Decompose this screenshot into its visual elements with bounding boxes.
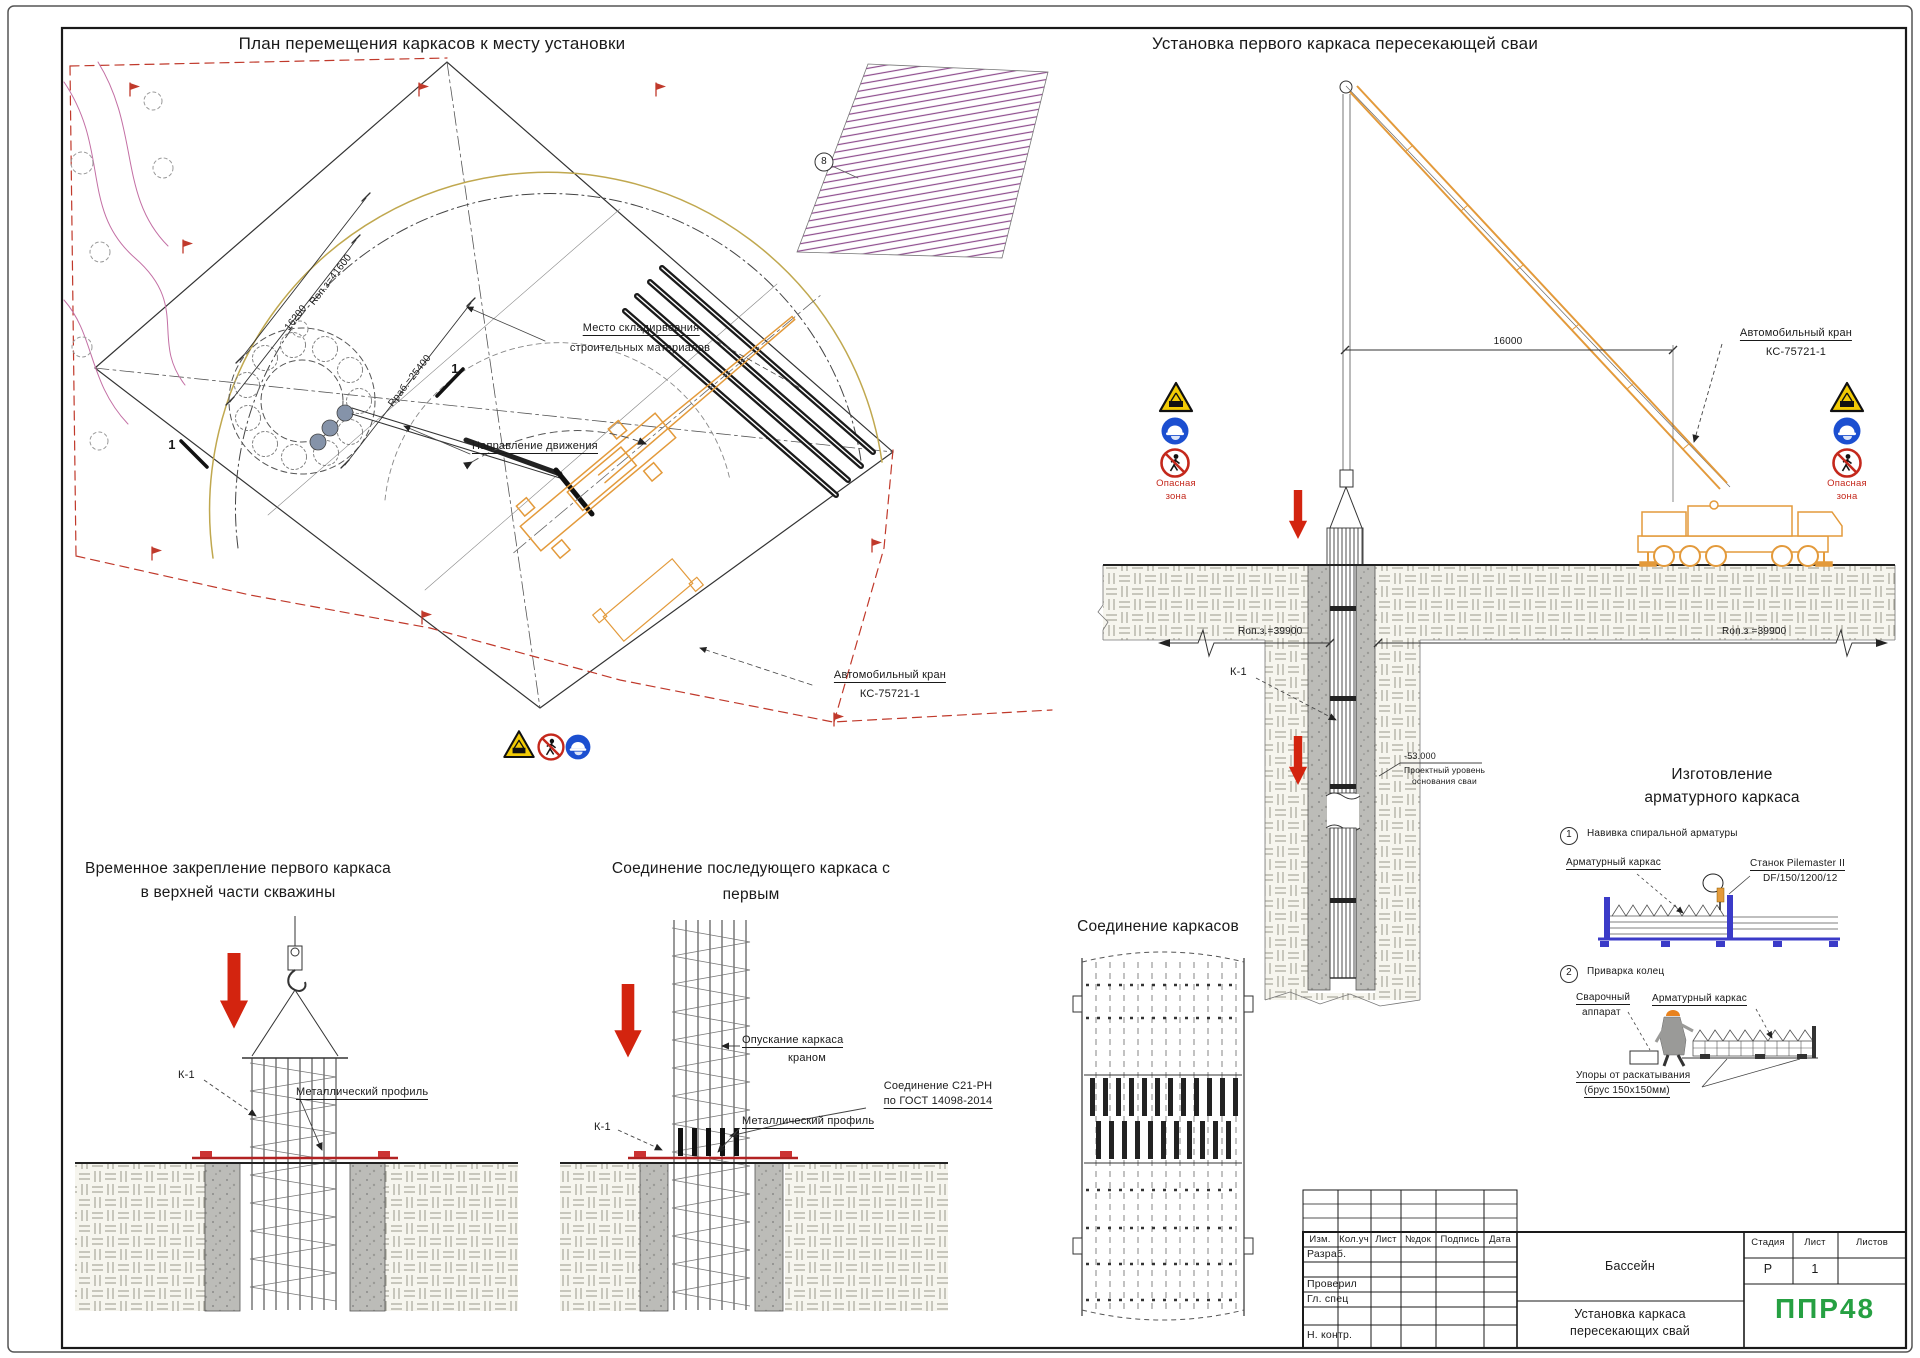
tb-col-header: Лист xyxy=(1375,1234,1397,1245)
winding-machine xyxy=(1598,874,1840,947)
plan-dimensions xyxy=(226,193,475,468)
truck-crane-plan-ghost xyxy=(593,548,704,652)
cages-connection-view xyxy=(1073,952,1253,1320)
terrain-lines xyxy=(64,62,185,424)
profile-label: Металлический профиль xyxy=(742,1115,874,1129)
tb-col-header: Кол.уч xyxy=(1339,1234,1369,1245)
cages-connection-title: Соединение каркасов xyxy=(1077,918,1239,935)
manufacturing-title: арматурного каркаса xyxy=(1644,789,1800,806)
truck-crane-elevation xyxy=(1638,501,1842,566)
plan-view xyxy=(64,58,1052,759)
cage-label: Арматурный каркас xyxy=(1652,993,1747,1006)
step-label: Приварка колец xyxy=(1587,966,1665,977)
weld-joint-label: Соединение С21-РН xyxy=(883,1080,993,1092)
tb-col-header: №док xyxy=(1405,1234,1431,1245)
dimension: 16200 xyxy=(282,303,310,333)
profile-label: Металлический профиль xyxy=(296,1086,428,1100)
pile-casing xyxy=(1356,565,1375,990)
plan-leaders xyxy=(404,307,812,685)
red-down-arrow-icon xyxy=(614,984,641,1058)
suspended-cage xyxy=(1327,528,1363,565)
welder-label: Сварочный xyxy=(1576,992,1630,1005)
tb-row-label: Проверил xyxy=(1307,1278,1357,1290)
danger-zone-label: зона xyxy=(1836,491,1858,502)
joining-leaders xyxy=(618,1046,866,1152)
joining-title: первым xyxy=(722,886,780,903)
dimension: Rоп.з.=39900 xyxy=(1238,626,1303,637)
danger-zone-label: Опасная xyxy=(1827,478,1867,489)
cage-mark: К-1 xyxy=(178,1069,195,1081)
step-number: 1 xyxy=(1566,829,1572,840)
manufacturing-title: Изготовление xyxy=(1671,766,1773,783)
lowering-label: Опускание каркаса xyxy=(742,1034,843,1048)
dimension: Rоп.з=41600 xyxy=(307,252,355,308)
pile-casing xyxy=(1308,565,1330,990)
tb-row-label: Н. контр. xyxy=(1307,1329,1353,1341)
tb-col-header: Подпись xyxy=(1440,1234,1480,1245)
cage-k1 xyxy=(674,920,746,1310)
crane-label: Автомобильный кран xyxy=(834,669,946,683)
crane-label: Автомобильный кран xyxy=(1740,327,1852,341)
tb-stage-value: Р xyxy=(1763,1262,1773,1276)
stops-label: (брус 150х150мм) xyxy=(1584,1085,1670,1098)
dimension: Rраб.=25400 xyxy=(386,352,434,410)
step-number: 2 xyxy=(1566,967,1572,978)
elevation-title: Установка первого каркаса пересекающей сваи xyxy=(1151,34,1539,53)
stops-label: Упоры от раскатывания xyxy=(1576,1070,1690,1083)
section-cut-mark xyxy=(181,441,207,467)
level-label: основания сваи xyxy=(1412,776,1477,786)
tb-sheets-header: Листов xyxy=(1855,1237,1889,1248)
cage-upper xyxy=(1330,565,1356,793)
storage-label: Место складирвоания xyxy=(583,322,700,336)
weld-joint-label: по ГОСТ 14098-2014 xyxy=(884,1095,993,1109)
axis-bubble-label: 8 xyxy=(821,156,827,167)
tb-object-name: Бассейн xyxy=(1605,1259,1655,1273)
worker xyxy=(1660,1017,1686,1055)
tb-row-label: Гл. спец xyxy=(1307,1293,1349,1305)
temp-fixing-title: Временное закрепление первого каркаса xyxy=(85,860,391,877)
tb-sheet-value: 1 xyxy=(1811,1262,1819,1276)
step-label: Навивка спиральной арматуры xyxy=(1587,828,1738,839)
section-mark: 1 xyxy=(451,361,459,376)
safety-signs-left xyxy=(1160,383,1192,477)
crane-boom xyxy=(1346,86,1730,489)
ring-welding xyxy=(1630,1010,1818,1066)
red-flag-icons xyxy=(130,83,882,726)
storage-bars xyxy=(625,268,873,495)
tb-stage-header: Стадия xyxy=(1751,1237,1785,1248)
crane-label: КС-75721-1 xyxy=(859,688,921,700)
splice-bars xyxy=(1090,1078,1238,1159)
hoist-line xyxy=(1330,81,1362,528)
machine-label: DF/150/1200/12 xyxy=(1763,873,1838,884)
crane-hook xyxy=(252,916,338,1056)
safety-signs-plan xyxy=(504,731,590,759)
lowering-label: краном xyxy=(788,1052,827,1064)
cage-mark: К-1 xyxy=(1230,666,1247,678)
tb-col-header: Изм. xyxy=(1309,1234,1331,1245)
joining-title: Соединение последующего каркаса с xyxy=(611,860,891,877)
temp-fixing-view xyxy=(75,916,518,1311)
direction-label: Направление движения xyxy=(472,440,598,454)
section-mark: 1 xyxy=(168,437,176,452)
level-label: Проектный уровень xyxy=(1404,765,1486,775)
temp-fixing-title: в верхней части скважины xyxy=(140,884,336,901)
storage-label: строительных материалов xyxy=(569,342,711,354)
hatched-area xyxy=(797,64,1048,258)
cage-mark: К-1 xyxy=(594,1121,611,1133)
tb-col-header: Дата xyxy=(1489,1234,1511,1245)
red-down-arrow-icon xyxy=(1289,490,1307,539)
welder-label: аппарат xyxy=(1582,1007,1621,1018)
level-mark: -53.000 xyxy=(1404,751,1436,761)
pile-ring xyxy=(229,321,375,474)
crane-label: КС-75721-1 xyxy=(1765,346,1827,358)
danger-zone-label: Опасная xyxy=(1156,478,1196,489)
red-down-arrow-icon xyxy=(220,953,248,1029)
tree-circles xyxy=(71,92,173,450)
worker-helmet xyxy=(1666,1010,1680,1016)
company-logo: ППР48 xyxy=(1774,1293,1876,1324)
dimension: 16000 xyxy=(1493,336,1523,347)
cage-label: Арматурный каркас xyxy=(1566,857,1661,870)
tb-sheet-name: пересекающих свай xyxy=(1570,1324,1690,1338)
safety-signs-right xyxy=(1831,383,1863,477)
section-cut-mark xyxy=(437,369,463,396)
truck-crane-plan xyxy=(492,270,842,579)
dimension: Rоп.з =39900 xyxy=(1722,626,1787,637)
plan-title: План перемещения каркасов к месту установки xyxy=(238,34,626,53)
machine-label: Станок Pilemaster II xyxy=(1750,858,1845,871)
tb-row-label: Разраб. xyxy=(1307,1248,1347,1260)
tb-sheet-header: Лист xyxy=(1804,1237,1826,1248)
tb-sheet-name: Установка каркаса xyxy=(1574,1307,1686,1321)
danger-zone-label: зона xyxy=(1165,491,1187,502)
